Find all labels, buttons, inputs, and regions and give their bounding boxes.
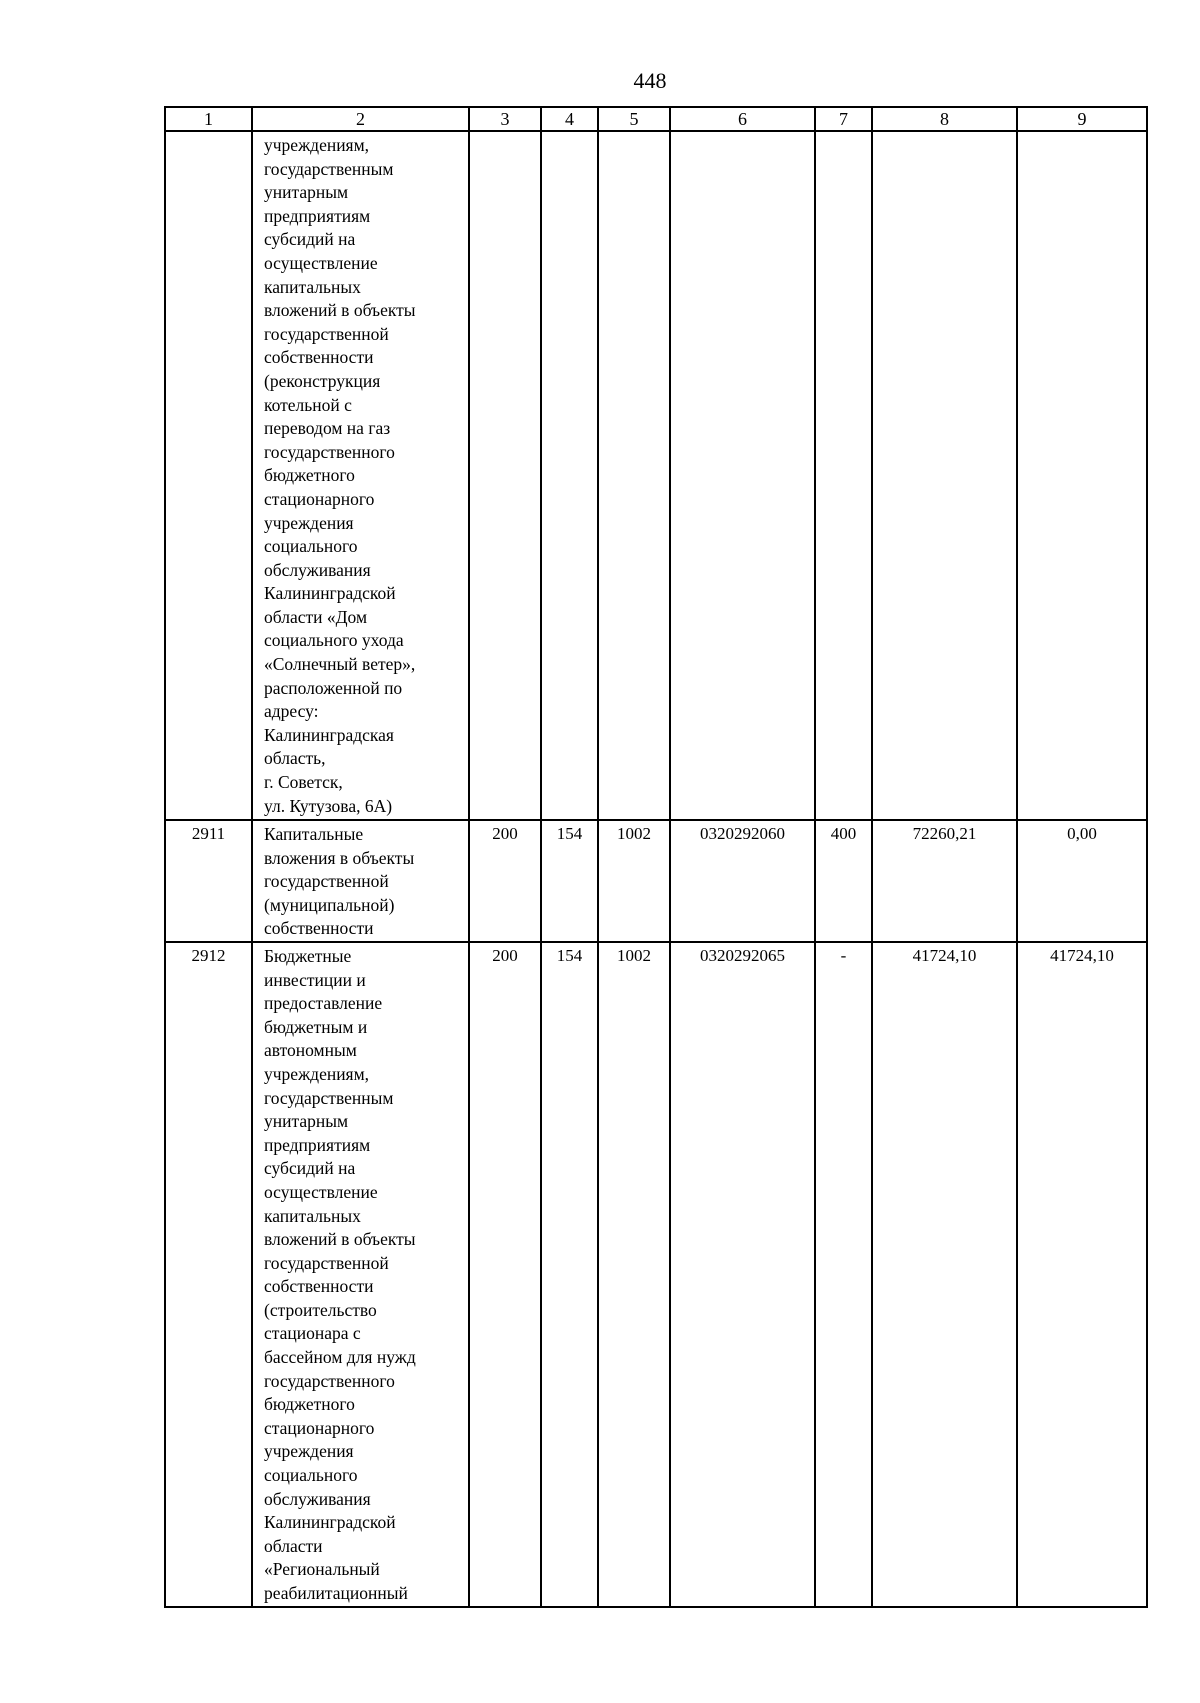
column-header: 4: [541, 107, 598, 131]
description-line: (строительство: [264, 1299, 377, 1320]
description-line: государственного: [264, 1370, 395, 1391]
budget-table: [164, 106, 1148, 1608]
description-line: реабилитационный: [264, 1583, 408, 1603]
row-number: 2912: [165, 942, 252, 1607]
description-line: капитальных: [264, 1205, 361, 1226]
cell-col7: [815, 131, 872, 820]
table-row: [165, 942, 1147, 1607]
description-line: Капитальные: [264, 824, 364, 844]
description-line: вложения в объекты: [264, 847, 415, 868]
description-line: государственным: [264, 158, 394, 179]
page-number: 448: [633, 68, 667, 93]
description-line: котельной с: [264, 394, 352, 415]
description-line: предприятиям: [264, 205, 371, 226]
cell-col8: [872, 131, 1017, 820]
column-header: 6: [670, 107, 815, 131]
cell-col9: 41724,10: [1017, 942, 1147, 1607]
description-line: область,: [264, 748, 326, 769]
description-line: государственной: [264, 323, 389, 344]
description-line: социального: [264, 536, 358, 557]
description-line: стационарного: [264, 1417, 375, 1438]
column-header: 7: [815, 107, 872, 131]
description-line: (реконструкция: [264, 370, 381, 391]
description-line: бюджетного: [264, 465, 355, 486]
description-line: расположенной по: [264, 677, 403, 698]
description-line: стационарного: [264, 488, 375, 509]
cell-col7: -: [815, 942, 872, 1607]
row-description: [252, 131, 469, 820]
column-header: 2: [252, 107, 469, 131]
cell-col6: [670, 131, 815, 820]
table-row: [165, 131, 1147, 820]
description-line: адресу:: [264, 701, 319, 722]
column-header: 8: [872, 107, 1017, 131]
description-line: обслуживания: [264, 1488, 371, 1509]
cell-col4: 154: [541, 820, 598, 942]
column-header: 3: [469, 107, 541, 131]
description-line: области: [264, 1535, 323, 1556]
description-line: бюджетным и: [264, 1016, 368, 1037]
row-number: 2911: [165, 820, 252, 942]
description-line: собственности: [264, 1276, 374, 1297]
description-line: собственности: [264, 347, 374, 368]
cell-col3: [469, 131, 541, 820]
description-line: капитальных: [264, 276, 361, 297]
description-line: государственной: [264, 871, 389, 892]
cell-col3: 200: [469, 942, 541, 1607]
description-line: «Региональный: [264, 1559, 380, 1580]
cell-col9: [1017, 131, 1147, 820]
description-line: ул. Кутузова, 6А): [264, 795, 393, 816]
description-line: вложений в объекты: [264, 1229, 416, 1250]
column-header: 5: [598, 107, 670, 131]
description-line: учреждениям,: [264, 135, 370, 155]
description-line: социального ухода: [264, 630, 404, 651]
description-line: Калининградская: [264, 724, 394, 745]
row-description: [252, 942, 469, 1607]
description-line: вложений в объекты: [264, 300, 416, 321]
description-line: субсидий на: [264, 229, 356, 250]
description-line: государственным: [264, 1087, 394, 1108]
description-line: г. Советск,: [264, 772, 343, 793]
description-line: учреждения: [264, 512, 354, 533]
description-line: стационара с: [264, 1323, 361, 1344]
cell-col4: 154: [541, 942, 598, 1607]
description-line: субсидий на: [264, 1158, 356, 1179]
description-line: осуществление: [264, 1181, 378, 1202]
description-line: предоставление: [264, 993, 383, 1014]
description-line: предприятиям: [264, 1134, 371, 1155]
description-line: автономным: [264, 1040, 357, 1061]
cell-col8: 41724,10: [872, 942, 1017, 1607]
column-header: 9: [1017, 107, 1147, 131]
cell-col6: 0320292065: [670, 942, 815, 1607]
description-line: учреждения: [264, 1441, 354, 1462]
description-line: учреждениям,: [264, 1063, 370, 1084]
description-line: осуществление: [264, 252, 378, 273]
cell-col6: 0320292060: [670, 820, 815, 942]
cell-col9: 0,00: [1017, 820, 1147, 942]
description-line: Калининградской: [264, 583, 396, 604]
description-line: инвестиции и: [264, 969, 366, 990]
description-line: бассейном для нужд: [264, 1347, 416, 1368]
description-line: собственности: [264, 918, 374, 939]
description-line: унитарным: [264, 182, 349, 203]
row-description: [252, 820, 469, 942]
cell-col8: 72260,21: [872, 820, 1017, 942]
description-line: Бюджетные: [264, 945, 352, 966]
description-line: (муниципальной): [264, 894, 395, 915]
table-row: [165, 820, 1147, 942]
description-line: области «Дом: [264, 606, 368, 627]
cell-col5: 1002: [598, 820, 670, 942]
cell-col4: [541, 131, 598, 820]
table-header-row: [165, 107, 1147, 131]
description-line: унитарным: [264, 1111, 349, 1132]
row-number: [165, 131, 252, 820]
cell-col5: [598, 131, 670, 820]
description-line: «Солнечный ветер»,: [264, 654, 416, 675]
cell-col3: 200: [469, 820, 541, 942]
description-line: обслуживания: [264, 559, 371, 580]
description-line: социального: [264, 1465, 358, 1486]
column-header: 1: [165, 107, 252, 131]
description-line: бюджетного: [264, 1394, 355, 1415]
cell-col5: 1002: [598, 942, 670, 1607]
description-line: государственной: [264, 1252, 389, 1273]
description-line: переводом на газ: [264, 418, 391, 439]
description-line: государственного: [264, 441, 395, 462]
cell-col7: 400: [815, 820, 872, 942]
description-line: Калининградской: [264, 1512, 396, 1533]
